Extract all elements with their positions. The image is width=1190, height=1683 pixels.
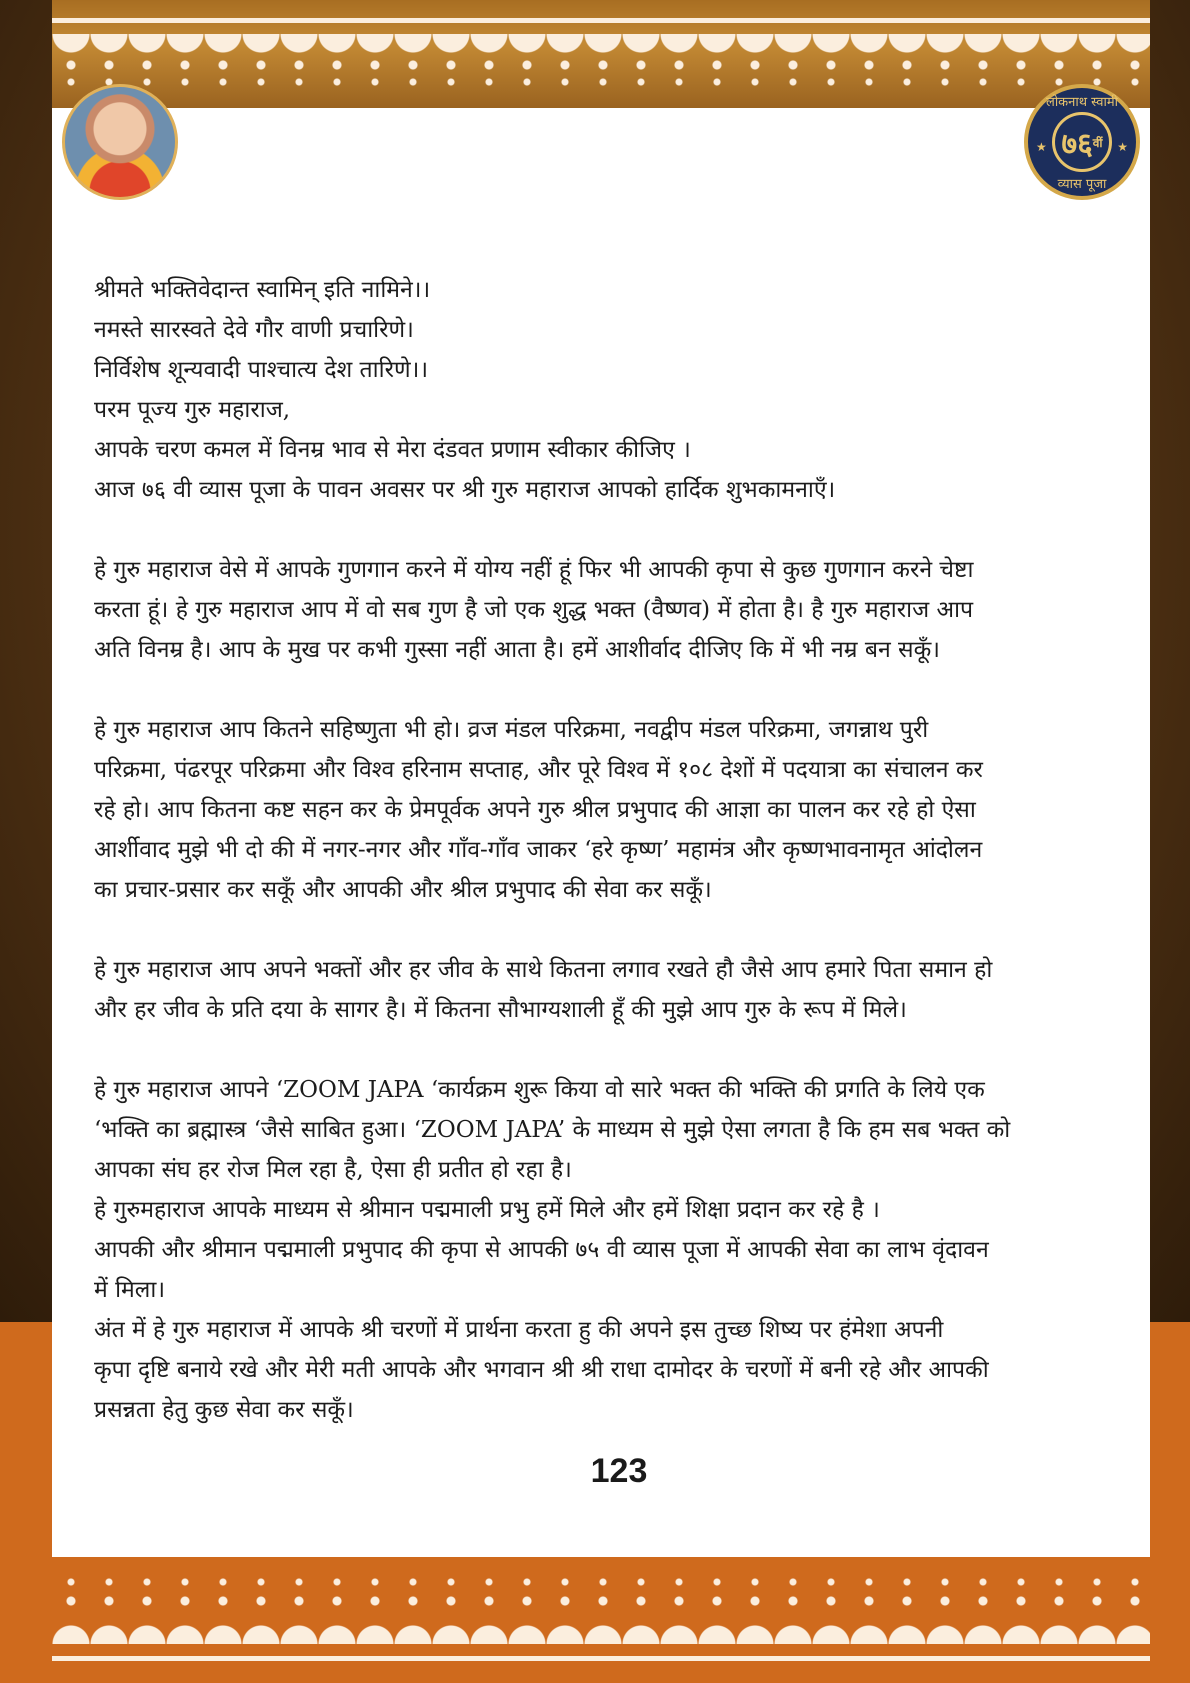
- text-line: का प्रचार-प्रसार कर सकूँ और आपकी और श्रील प्रभुपाद की सेवा कर सकूँ।: [94, 877, 712, 903]
- text-line: नमस्ते सारस्वते देवे गौर वाणी प्रचारिणे।: [94, 317, 414, 343]
- seal-superscript: वीं: [1092, 135, 1103, 150]
- bottom-rule: [52, 1656, 1150, 1661]
- seal-top-text: लोकनाथ स्वामी: [1046, 95, 1118, 110]
- text-line: अंत में हे गुरु महाराज में आपके श्री चरणों में प्रार्थना करता हु की अपने इस तुच्छ शिष्य पर हंमेशा अपनी: [94, 1317, 944, 1343]
- star-icon: ★: [1117, 140, 1128, 154]
- letter-body: [94, 270, 1094, 1430]
- text-line: हे गुरु महाराज आप कितने सहिष्णुता भी हो। व्रज मंडल परिक्रमा, नवद्वीप मंडल परिक्रमा, जगन्नाथ पुरी: [94, 717, 929, 743]
- seal-bottom-text: व्यास पूजा: [1057, 177, 1107, 192]
- paragraph-gap: [94, 670, 1094, 710]
- text-line: रहे हो। आप कितना कष्ट सहन कर के प्रेमपूर्वक अपने गुरु श्रील प्रभुपाद की आज्ञा का पालन कर रहे हो ऐसा: [94, 797, 976, 823]
- text-line: करता हूं। हे गुरु महाराज आप में वो सब गुण है जो एक शुद्ध भक्त (वैष्णव) में होता है। है गुरु महाराज आप: [94, 597, 974, 623]
- text-line: और हर जीव के प्रति दया के सागर है। में कितना सौभाग्यशाली हूँ की मुझे आप गुरु के रूप में मिले।: [94, 997, 907, 1023]
- page-number: 123: [590, 1452, 648, 1490]
- top-rule: [52, 18, 1150, 23]
- seal-number: ७६ वीं: [1052, 112, 1112, 172]
- paragraph-gap: [94, 1030, 1094, 1070]
- text-line: परिक्रमा, पंढरपूर परिक्रमा और विश्व हरिनाम सप्ताह, और पूरे विश्व में १०८ देशों में पदयात्रा का संचालन कर: [94, 757, 983, 783]
- text-line: हे गुरुमहाराज आपके माध्यम से श्रीमान पद्ममाली प्रभु हमें मिले और हमें शिक्षा प्रदान कर रहे है ।: [94, 1197, 880, 1223]
- top-dots-row: [52, 60, 1150, 70]
- text-line: आपके चरण कमल में विनम्र भाव से मेरा दंडवत प्रणाम स्वीकार कीजिए ।: [94, 437, 691, 463]
- text-line: प्रसन्नता हेतु कुछ सेवा कर सकूँ।: [94, 1397, 354, 1423]
- star-icon: ★: [1036, 140, 1047, 154]
- text-line: श्रीमते भक्तिवेदान्त स्वामिन् इति नामिने।।: [94, 277, 431, 303]
- paragraph-gap: [94, 910, 1094, 950]
- bottom-dots-row-2: [52, 1596, 1150, 1606]
- vyasa-puja-seal: [1024, 84, 1140, 200]
- text-line: हे गुरु महाराज आपने ‘ZOOM JAPA ‘कार्यक्रम शुरू किया वो सारे भक्त की भक्ति की प्रगति के लिये एक: [94, 1077, 985, 1103]
- text-line: में मिला।: [94, 1277, 166, 1303]
- text-line: आपका संघ हर रोज मिल रहा है, ऐसा ही प्रतीत हो रहा है।: [94, 1157, 572, 1183]
- text-line: अति विनम्र है। आप के मुख पर कभी गुस्सा नहीं आता है। हमें आशीर्वाद दीजिए कि में भी नम्र बन सकूँ।: [94, 637, 940, 663]
- text-line: परम पूज्य गुरु महाराज,: [94, 397, 291, 423]
- bottom-dots-row: [52, 1578, 1150, 1586]
- top-dots-row-2: [52, 78, 1150, 86]
- guru-portrait: [62, 84, 178, 200]
- paragraph-gap: [94, 510, 1094, 550]
- top-scallops: [52, 34, 1150, 60]
- text-line: निर्विशेष शून्यवादी पाश्चात्य देश तारिणे।।: [94, 357, 429, 383]
- text-line: आज ७६ वी व्यास पूजा के पावन अवसर पर श्री गुरु महाराज आपको हार्दिक शुभकामनाएँ।: [94, 477, 836, 503]
- text-line: हे गुरु महाराज वेसे में आपके गुणगान करने में योग्य नहीं हूं फिर भी आपकी कृपा से कुछ गुणगान करने चेष्टा: [94, 557, 974, 583]
- text-line: आर्शीवाद मुझे भी दो की में नगर-नगर और गाँव-गाँव जाकर ‘हरे कृष्ण’ महामंत्र और कृष्णभावनामृत आंदोलन: [94, 837, 983, 863]
- bottom-scallops: [52, 1618, 1150, 1644]
- text-line: कृपा दृष्टि बनाये रखे और मेरी मती आपके और भगवान श्री श्री राधा दामोदर के चरणों में बनी रहे और आपकी: [94, 1357, 989, 1383]
- text-line: हे गुरु महाराज आप अपने भक्तों और हर जीव के साथे कितना लगाव रखते हौ जैसे आप हमारे पिता समान हो: [94, 957, 993, 983]
- text-line: आपकी और श्रीमान पद्ममाली प्रभुपाद की कृपा से आपकी ७५ वी व्यास पूजा में आपकी सेवा का लाभ वृंदावन: [94, 1237, 989, 1263]
- text-line: ‘भक्ति का ब्रह्मास्त्र ‘जैसे साबित हुआ। ‘ZOOM JAPA’ के माध्यम से मुझे ऐसा लगता है कि हम सब भक्त को: [94, 1117, 1011, 1143]
